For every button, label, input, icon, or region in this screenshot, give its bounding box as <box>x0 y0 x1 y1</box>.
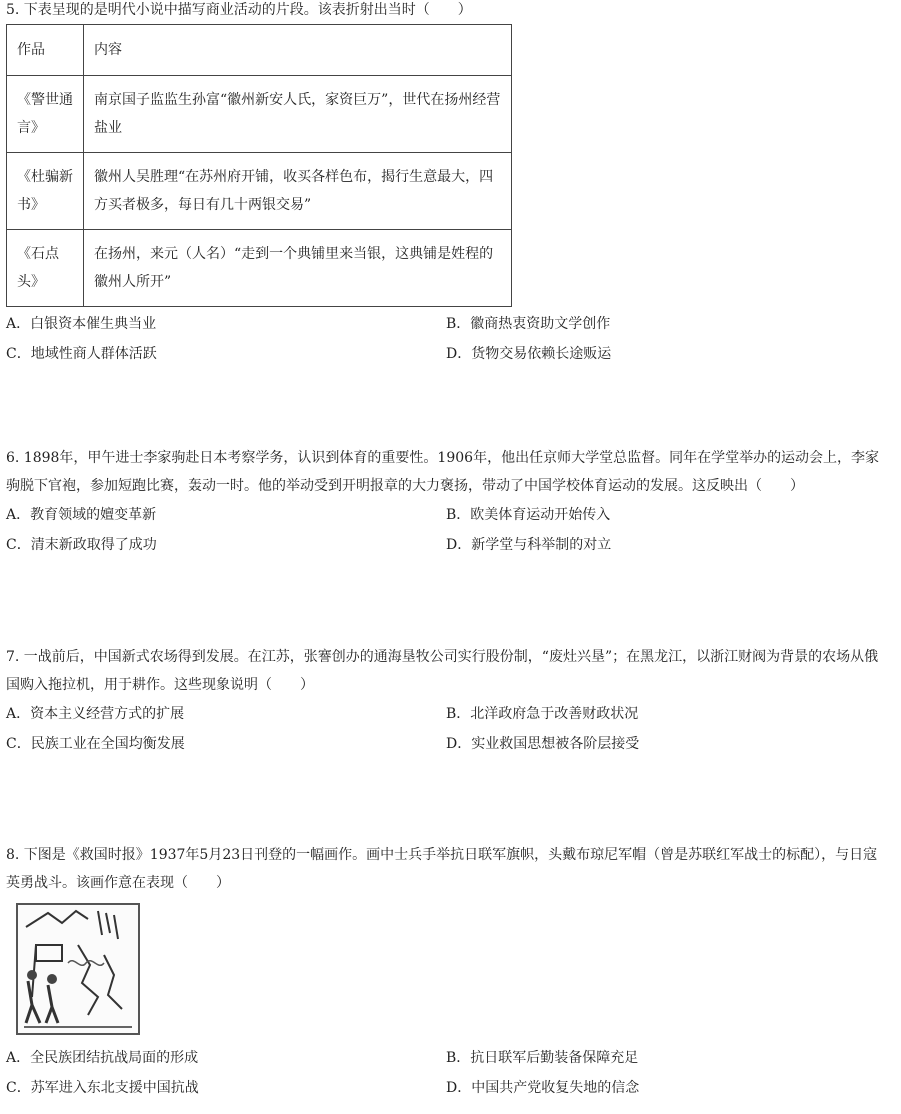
table-cell-work: 《警世通言》 <box>7 76 84 153</box>
question-8 <box>6 841 890 1103</box>
option-b[interactable]: B．欧美体育运动开始传入 <box>446 507 611 523</box>
question-stem: 7. 一战前后，中国新式农场得到发展。在江苏，张謇创办的通海垦牧公司实行股份制，“废灶兴垦”；在黑龙江，以浙江财阀为背景的农场从俄国购入拖拉机，用于耕作。这些现象说明（ ） <box>6 649 879 693</box>
options <box>6 699 890 759</box>
option-b[interactable]: B．抗日联军后勤装备保障充足 <box>446 1050 639 1066</box>
table-row <box>7 76 512 153</box>
options <box>6 500 890 560</box>
option-d[interactable]: D．货物交易依赖长途贩运 <box>446 346 612 362</box>
option-a[interactable]: A．白银资本催生典当业 <box>6 316 157 332</box>
table-cell-work: 《杜骗新书》 <box>7 153 84 230</box>
options <box>6 309 890 369</box>
option-b[interactable]: B．徽商热衷资助文学创作 <box>446 316 611 332</box>
question-5 <box>6 0 890 369</box>
table-row <box>7 153 512 230</box>
table-header-cell: 作品 <box>7 25 84 76</box>
option-b[interactable]: B．北洋政府急于改善财政状况 <box>446 706 639 722</box>
option-d[interactable]: D．中国共产党收复失地的信念 <box>446 1080 640 1096</box>
question-stem: 5. 下表呈现的是明代小说中描写商业活动的片段。该表折射出当时（ ） <box>6 2 472 18</box>
option-a[interactable]: A．资本主义经营方式的扩展 <box>6 706 185 722</box>
question-7 <box>6 643 890 759</box>
table-cell-work: 《石点头》 <box>7 230 84 307</box>
table-cell-content: 南京国子监监生孙富“徽州新安人氏，家资巨万”，世代在扬州经营盐业 <box>84 76 512 153</box>
question-stem: 8. 下图是《救国时报》1937年5月23日刊登的一幅画作。画中士兵手举抗日联军旗帜，头戴布琼尼军帽（曾是苏联红军战士的标配），与日寇英勇战斗。该画作意在表现（ ） <box>6 847 878 891</box>
question-stem: 6. 1898年，甲午进士李家驹赴日本考察学务，认识到体育的重要性。1906年，他出任京师大学堂总监督。同年在学堂举办的运动会上，李家驹脱下官袍，参加短跑比赛，轰动一时。他的举动受到开明报章的大力褒扬，带动了中国学校体育运动的发展。这反映出（ ） <box>6 450 880 494</box>
option-c[interactable]: C．苏军进入东北支援中国抗战 <box>6 1080 199 1096</box>
table-header-row <box>7 25 512 76</box>
table-row <box>7 230 512 307</box>
option-c[interactable]: C．地域性商人群体活跃 <box>6 346 157 362</box>
option-c[interactable]: C．民族工业在全国均衡发展 <box>6 736 185 752</box>
option-d[interactable]: D．实业救国思想被各阶层接受 <box>446 736 640 752</box>
works-table <box>6 24 512 307</box>
question-6 <box>6 444 890 560</box>
options <box>6 1043 890 1103</box>
option-c[interactable]: C．清末新政取得了成功 <box>6 537 157 553</box>
option-a[interactable]: A．教育领域的嬗变革新 <box>6 507 157 523</box>
table-cell-content: 徽州人吴胜理“在苏州府开铺，收买各样色布，揭行生意最大，四方买者极多，每日有几十两银交易” <box>84 153 512 230</box>
option-a[interactable]: A．全民族团结抗战局面的形成 <box>6 1050 199 1066</box>
woodcut-illustration <box>16 903 140 1035</box>
table-header-cell: 内容 <box>84 25 512 76</box>
illustration-drawing <box>18 905 138 1033</box>
table-cell-content: 在扬州，来元（人名）“走到一个典铺里来当银，这典铺是姓程的徽州人所开” <box>84 230 512 307</box>
option-d[interactable]: D．新学堂与科举制的对立 <box>446 537 612 553</box>
